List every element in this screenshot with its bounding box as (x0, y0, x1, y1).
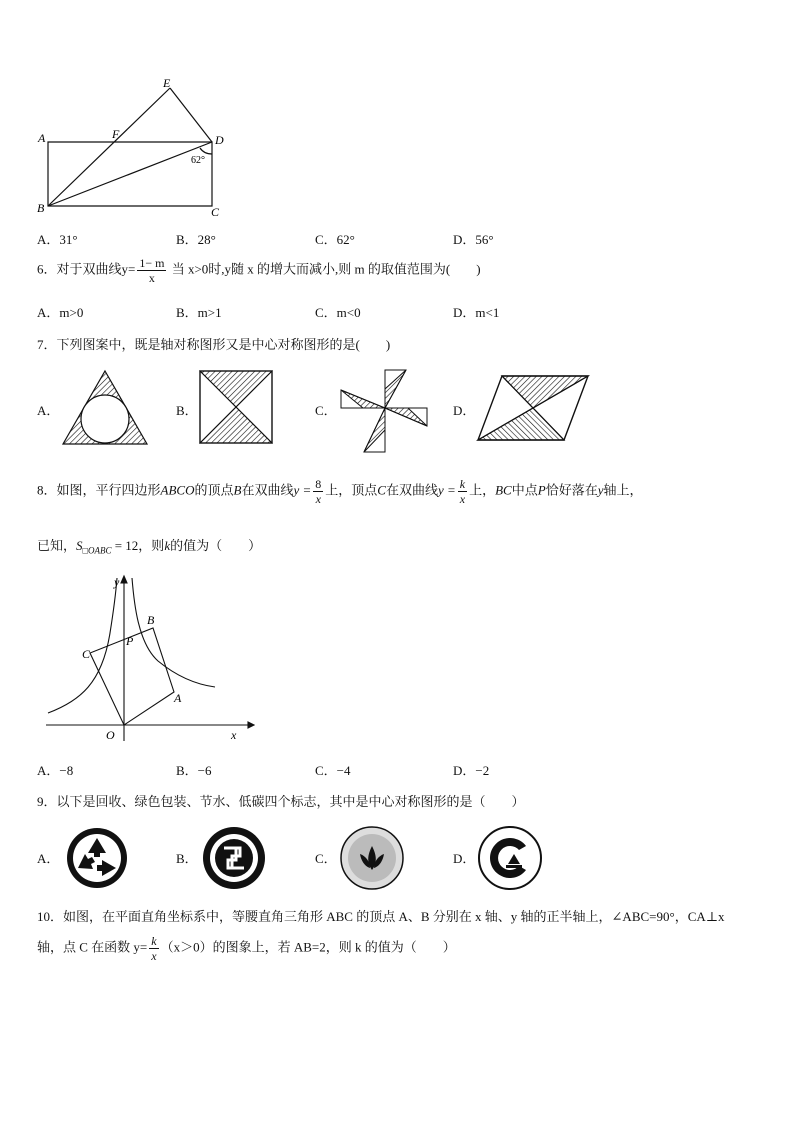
q8-fraction-k-over-x: $\frac{k}{x}$ (459, 477, 466, 506)
label-c: C (211, 205, 220, 219)
q7-option-d[interactable]: D． (453, 403, 476, 418)
curve-k-over-x (48, 578, 117, 713)
q10-stem-line1: 10．如图，在平面直角坐标系中，等腰直角三角形 ABC 的顶点 A、B 分别在 x 轴、y 轴的正半轴上，∠ABC=90°，CA⊥x (37, 909, 725, 924)
q7-figure-b-square (199, 370, 273, 444)
angle-arc (200, 148, 212, 154)
line-be (48, 88, 170, 206)
q6-option-c[interactable]: C．m<0 (315, 305, 361, 320)
q9-stem: 9．以下是回收、绿色包装、节水、低碳四个标志，其中是中心对称图形的是（ ） (37, 794, 525, 809)
q6-fraction: $\frac{1- m}{x}$ (139, 256, 165, 285)
q9-option-c[interactable]: C． (315, 851, 337, 866)
q8-option-b[interactable]: B．−6 (176, 763, 212, 778)
label-c: C (82, 647, 91, 661)
low-carbon-logo-icon (478, 826, 542, 890)
q6-option-b[interactable]: B．m>1 (176, 305, 222, 320)
label-e: E (163, 76, 171, 90)
q6-option-d[interactable]: D．m<1 (453, 305, 500, 320)
recycle-logo-icon (66, 827, 128, 889)
q5-option-a[interactable]: A．31° (37, 232, 78, 247)
label-x: x (231, 728, 237, 742)
q8-option-c[interactable]: C．−4 (315, 763, 351, 778)
q6-stem: 6．对于双曲线y= $\frac{1- m}{x}$ 当 x>0时,y随 x 的增大而减小,则 m 的取值范围为( ) (37, 256, 481, 285)
q7-option-c[interactable]: C． (315, 403, 337, 418)
label-b: B (37, 201, 45, 215)
q8-option-d[interactable]: D．−2 (453, 763, 490, 778)
q9-option-d[interactable]: D． (453, 851, 476, 866)
q9-option-b[interactable]: B． (176, 851, 198, 866)
q8-stem-line1: 8．如图，平行四边形ABCO的顶点B在双曲线y = $\frac{8}{x}$ 上，顶点C在双曲线y = $\frac{k}{x}$ 上，BC中点P恰好落在y轴上， (37, 477, 643, 506)
q8-option-a[interactable]: A．−8 (37, 763, 74, 778)
q8-stem-line2: 已知，$S_{□OABC} = 12$，则k的值为（ ） (37, 538, 262, 556)
q7-figure-d-parallelogram (476, 374, 590, 442)
label-o: O (106, 728, 115, 742)
label-a: A (38, 131, 46, 145)
q7-option-a[interactable]: A． (37, 403, 60, 418)
label-angle: 62° (191, 155, 205, 166)
y-axis-arrow (121, 576, 127, 583)
label-a: A (174, 691, 182, 705)
q5-option-d[interactable]: D．56° (453, 232, 494, 247)
line-ed (170, 88, 212, 142)
label-y: y (114, 575, 120, 589)
q8-figure (40, 573, 255, 745)
q6-option-a[interactable]: A．m>0 (37, 305, 84, 320)
line-bd (48, 142, 212, 206)
q9-option-a[interactable]: A． (37, 851, 60, 866)
q10-stem-line2: 轴，点 C 在函数 y= $\frac{k}{x}$ （x＞0）的图象上，若 AB=2，则 k 的值为（ ） (37, 934, 456, 963)
q5-figure (34, 76, 230, 221)
q8-fraction-8-over-x: $\frac{8}{x}$ (315, 477, 322, 506)
label-p: P (126, 634, 134, 648)
q7-option-b[interactable]: B． (176, 403, 198, 418)
label-f: F (112, 127, 120, 141)
water-saving-logo-icon (340, 826, 404, 890)
q10-fraction: $\frac{k}{x}$ (151, 934, 157, 963)
q7-stem: 7．下列图案中，既是轴对称图形又是中心对称图形的是( ) (37, 337, 391, 352)
green-packaging-logo-icon (202, 826, 266, 890)
label-b: B (147, 613, 155, 627)
q5-option-b[interactable]: B．28° (176, 232, 216, 247)
curve-8-over-x (132, 578, 215, 687)
q7-figure-a-triangle-circle (60, 368, 150, 446)
label-d: D (215, 133, 224, 147)
x-axis-arrow (248, 722, 254, 728)
q7-figure-c-pinwheel (338, 366, 432, 456)
q5-option-c[interactable]: C．62° (315, 232, 355, 247)
